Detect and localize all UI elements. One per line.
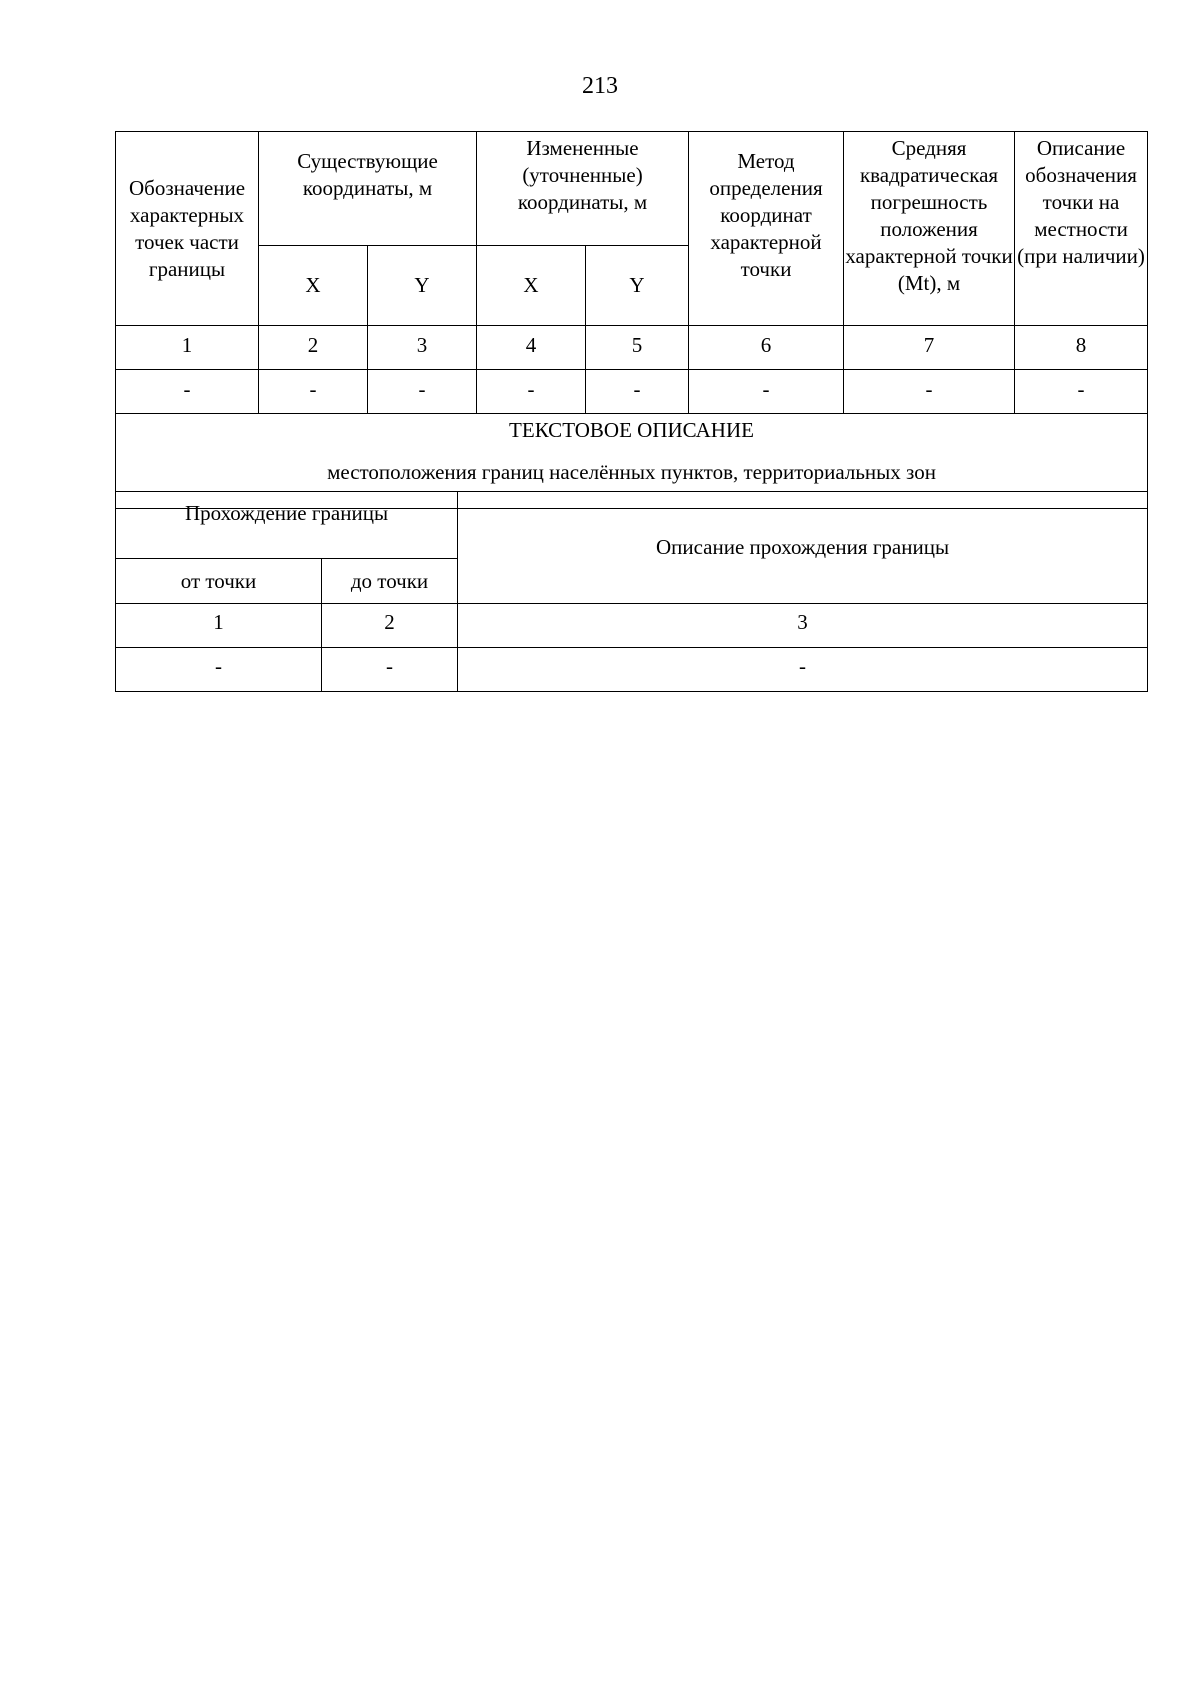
column-number: 2 [322, 604, 458, 648]
header-passage: Прохождение границы [116, 492, 458, 559]
table-row [116, 370, 1148, 414]
column-number: 5 [586, 326, 689, 370]
column-number: 6 [689, 326, 844, 370]
table-cell: - [689, 370, 844, 414]
section-subtitle: местоположения границ населённых пунктов, территориальных зон [327, 460, 936, 484]
column-number: 3 [458, 604, 1148, 648]
header-existing-y: Y [368, 246, 477, 326]
table-row [116, 648, 1148, 692]
table-cell: - [322, 648, 458, 692]
page-number: 213 [582, 73, 618, 99]
column-numbers-row [116, 604, 1148, 648]
header-existing-coordinates: Существующие координаты, м [259, 132, 477, 246]
header-error: Средняя квадратическая погрешность положения характерной точки (Mt), м [844, 132, 1015, 326]
column-number: 1 [116, 604, 322, 648]
header-changed-x: X [477, 246, 586, 326]
column-number: 7 [844, 326, 1015, 370]
header-to-point: до точки [322, 559, 458, 604]
header-method: Метод определения координат характерной точки [689, 132, 844, 326]
table-cell: - [116, 370, 259, 414]
header-route-description: Описание прохождения границы [458, 492, 1148, 604]
coordinates-table [115, 131, 1148, 509]
boundary-route-table [115, 491, 1148, 692]
table-cell: - [259, 370, 368, 414]
table-cell: - [116, 648, 322, 692]
header-existing-x: X [259, 246, 368, 326]
table-cell: - [586, 370, 689, 414]
column-numbers-row [116, 326, 1148, 370]
section-title: ТЕКСТОВОЕ ОПИСАНИЕ [509, 418, 754, 442]
column-number: 4 [477, 326, 586, 370]
table-cell: - [458, 648, 1148, 692]
column-number: 3 [368, 326, 477, 370]
header-point-description: Описание обозначения точки на местности (при наличии) [1015, 132, 1148, 326]
header-from-point: от точки [116, 559, 322, 604]
header-changed-coordinates: Измененные (уточненные) координаты, м [477, 132, 689, 246]
column-number: 2 [259, 326, 368, 370]
header-changed-y: Y [586, 246, 689, 326]
table-cell: - [1015, 370, 1148, 414]
header-designation: Обозначение характерных точек части границы [116, 132, 259, 326]
table-cell: - [844, 370, 1015, 414]
column-number: 1 [116, 326, 259, 370]
table-cell: - [477, 370, 586, 414]
column-number: 8 [1015, 326, 1148, 370]
table-cell: - [368, 370, 477, 414]
